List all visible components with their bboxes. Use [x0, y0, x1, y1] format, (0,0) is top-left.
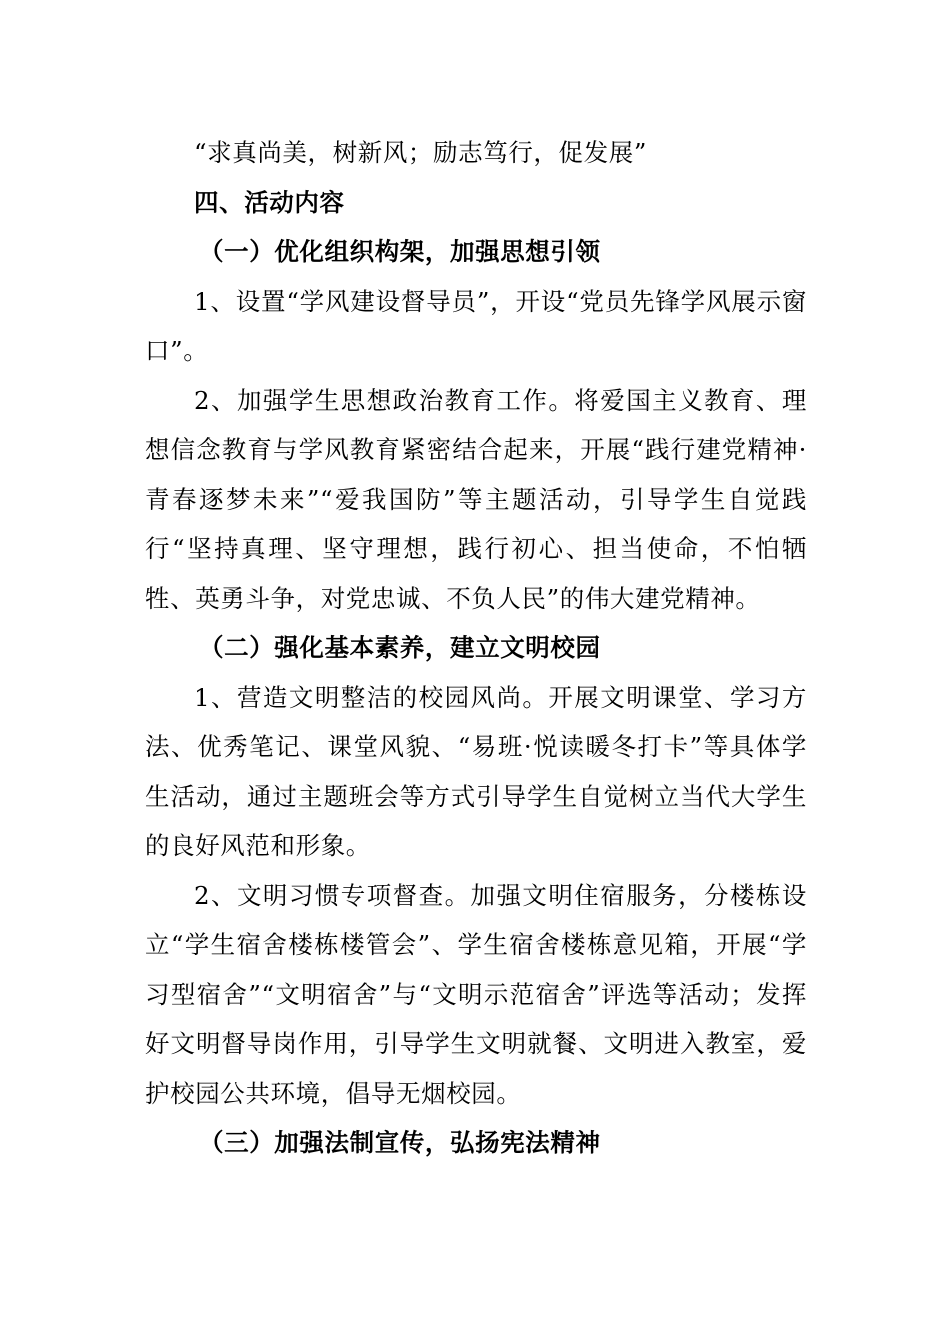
section-title: 四、活动内容: [194, 187, 345, 217]
slogan-line: “求真尚美，树新风；励志笃行，促发展”: [194, 138, 647, 167]
subsection-title-1: （一）优化组织构架，加强思想引领: [199, 237, 601, 266]
subsection-title-2: （二）强化基本素养，建立文明校园: [199, 633, 601, 662]
subsection-title-3: （三）加强法制宣传，弘扬宪法精神: [199, 1128, 601, 1157]
document-body: [145, 128, 807, 1168]
paragraph-1-2: 2、加强学生思想政治教育工作。将爱国主义教育、理想信念教育与学风教育紧密结合起来，开展“践行建党精神·青春逐梦未来”“爱我国防”等主题活动，引导学生自觉践行“坚持真理、坚守理想，践行初心、担当使命，不怕牺牲、英勇斗争，对党忠诚、不负人民”的伟大建党精神。: [145, 385, 807, 613]
paragraph-1-1: 1、设置“学风建设督导员”，开设“党员先锋学风展示窗口”。: [145, 286, 807, 365]
paragraph-2-1: 1、营造文明整洁的校园风尚。开展文明课堂、学习方法、优秀笔记、课堂风貌、“易班·悦读暖冬打卡”等具体学生活动，通过主题班会等方式引导学生自觉树立当代大学生的良好风范和形象。: [145, 682, 807, 860]
paragraph-2-2: 2、文明习惯专项督查。加强文明住宿服务，分楼栋设立“学生宿舍楼栋楼管会”、学生宿舍楼栋意见箱，开展“学习型宿舍”“文明宿舍”与“文明示范宿舍”评选等活动；发挥好文明督导岗作用，引导学生文明就餐、文明进入教室，爱护校园公共环境，倡导无烟校园。: [145, 880, 807, 1108]
